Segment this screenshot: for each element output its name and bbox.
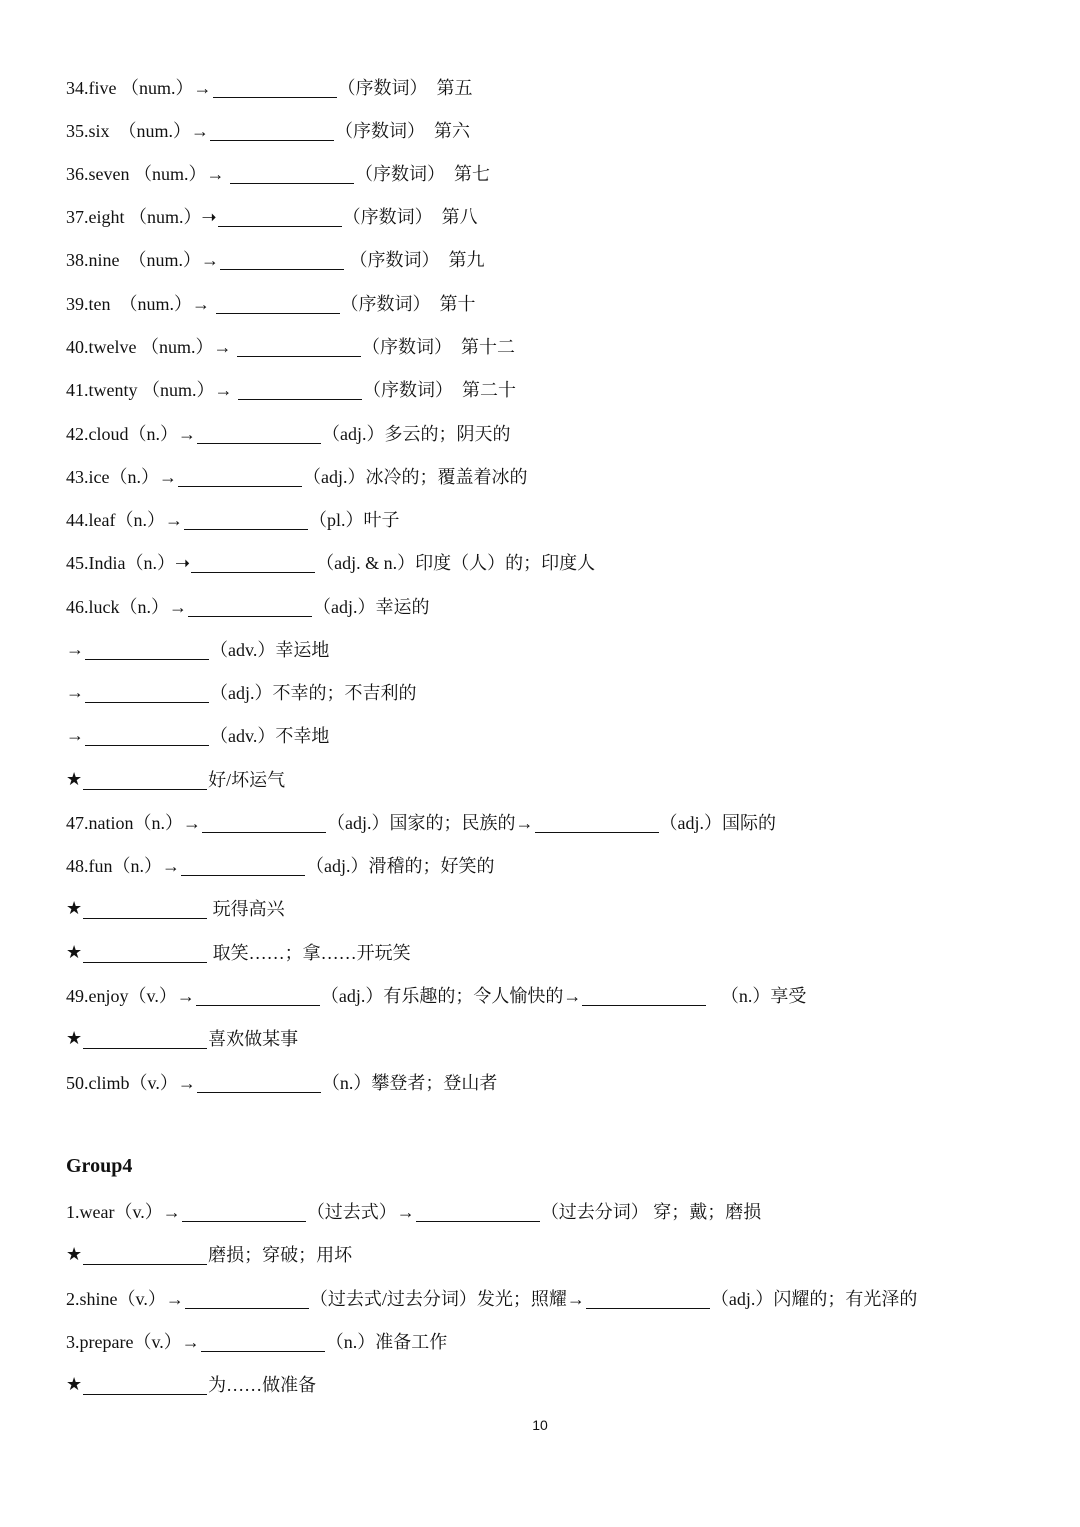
exercise-48 bbox=[66, 850, 495, 880]
exercise-47 bbox=[66, 807, 776, 837]
answer-blank[interactable] bbox=[210, 120, 334, 141]
exercise-prompt: 46.luck（n.）→ bbox=[66, 597, 187, 617]
answer-blank[interactable] bbox=[197, 423, 321, 444]
exercise-hint: （n.）攀登者；登山者 bbox=[321, 1073, 498, 1093]
exercise-hint: （adj.）国际的 bbox=[659, 813, 776, 833]
exercise-hint: （adj.）闪耀的；有光泽的 bbox=[710, 1289, 918, 1309]
exercise-hint: （序数词） 第十二 bbox=[361, 337, 515, 357]
answer-blank[interactable] bbox=[216, 293, 340, 314]
exercise-prompt: 3.prepare（v.）→ bbox=[66, 1332, 200, 1352]
exercise-hint: （adj.）国家的；民族的→ bbox=[327, 813, 534, 833]
star-icon: ★ bbox=[66, 941, 83, 962]
exercise-48-phrase-1 bbox=[66, 893, 285, 923]
arrow-icon: → bbox=[66, 681, 84, 702]
exercise-34 bbox=[66, 72, 473, 102]
group4-exercise-1 bbox=[66, 1196, 761, 1226]
answer-blank[interactable] bbox=[185, 1288, 309, 1309]
answer-blank[interactable] bbox=[196, 985, 320, 1006]
exercise-50 bbox=[66, 1067, 497, 1097]
answer-blank[interactable] bbox=[85, 639, 209, 660]
group4-exercise-3-phrase bbox=[66, 1369, 316, 1399]
answer-blank[interactable] bbox=[178, 466, 302, 487]
exercise-prompt: 50.climb（v.）→ bbox=[66, 1073, 196, 1093]
arrow-icon: → bbox=[66, 724, 84, 745]
exercise-39 bbox=[66, 288, 476, 318]
answer-blank[interactable] bbox=[237, 336, 361, 357]
answer-blank[interactable] bbox=[83, 942, 207, 963]
answer-blank[interactable] bbox=[83, 1374, 207, 1395]
answer-blank[interactable] bbox=[220, 249, 344, 270]
exercise-hint: （序数词） 第二十 bbox=[363, 380, 516, 400]
exercise-prompt: 39.ten （num.）→ bbox=[66, 294, 215, 314]
exercise-hint: （adj.）滑稽的；好笑的 bbox=[306, 856, 495, 876]
answer-blank[interactable] bbox=[586, 1288, 710, 1309]
exercise-46-negative-adverb bbox=[66, 720, 329, 750]
star-icon: ★ bbox=[66, 1027, 83, 1048]
exercise-prompt: 37.eight （num.）➝ bbox=[66, 207, 217, 227]
exercise-prompt: 36.seven （num.）→ bbox=[66, 164, 229, 184]
answer-blank[interactable] bbox=[83, 898, 207, 919]
exercise-hint: （序数词） 第五 bbox=[337, 78, 473, 98]
exercise-hint: （序数词） 第九 bbox=[345, 250, 485, 270]
answer-blank[interactable] bbox=[85, 725, 209, 746]
exercise-hint: （adj. & n.）印度（人）的；印度人 bbox=[316, 553, 596, 573]
exercise-prompt: 35.six （num.）→ bbox=[66, 121, 210, 141]
answer-blank[interactable] bbox=[83, 1244, 207, 1265]
exercise-prompt: 49.enjoy（v.）→ bbox=[66, 986, 195, 1006]
exercise-46-negative-adjective bbox=[66, 677, 417, 707]
exercise-prompt: 38.nine （num.）→ bbox=[66, 250, 219, 270]
answer-blank[interactable] bbox=[218, 206, 342, 227]
arrow-icon: → bbox=[66, 638, 84, 659]
answer-blank[interactable] bbox=[188, 596, 312, 617]
exercise-prompt: 44.leaf（n.）→ bbox=[66, 510, 183, 530]
exercise-46 bbox=[66, 591, 430, 621]
exercise-prompt: 48.fun（n.）→ bbox=[66, 856, 180, 876]
answer-blank[interactable] bbox=[184, 509, 308, 530]
answer-blank[interactable] bbox=[213, 77, 337, 98]
exercise-hint: （序数词） 第十 bbox=[340, 294, 476, 314]
star-icon: ★ bbox=[66, 1373, 83, 1394]
star-icon: ★ bbox=[66, 897, 83, 918]
exercise-prompt: 45.India（n.）➝ bbox=[66, 553, 191, 573]
exercise-prompt: 40.twelve （num.）→ bbox=[66, 337, 236, 357]
answer-blank[interactable] bbox=[182, 1201, 306, 1222]
exercise-prompt: 34.five （num.）→ bbox=[66, 78, 212, 98]
exercise-49-phrase bbox=[66, 1023, 298, 1053]
exercise-37 bbox=[66, 201, 478, 231]
group4-exercise-3 bbox=[66, 1326, 447, 1356]
star-icon: ★ bbox=[66, 768, 83, 789]
answer-blank[interactable] bbox=[535, 812, 659, 833]
exercise-hint: （adj.）有乐趣的；令人愉快的→ bbox=[320, 986, 582, 1006]
exercise-35 bbox=[66, 115, 470, 145]
exercise-hint: （过去分词） 穿；戴；磨损 bbox=[540, 1202, 762, 1222]
exercise-36 bbox=[66, 158, 490, 188]
exercise-prompt: 2.shine（v.）→ bbox=[66, 1289, 184, 1309]
exercise-prompt: 47.nation（n.）→ bbox=[66, 813, 201, 833]
exercise-42 bbox=[66, 418, 511, 448]
group4-exercise-1-phrase bbox=[66, 1239, 352, 1269]
exercise-prompt: 42.cloud（n.）→ bbox=[66, 424, 196, 444]
answer-blank[interactable] bbox=[181, 855, 305, 876]
exercise-40 bbox=[66, 331, 515, 361]
exercise-prompt: 41.twenty （num.）→ bbox=[66, 380, 237, 400]
answer-blank[interactable] bbox=[416, 1201, 540, 1222]
exercise-hint: 磨损；穿破；用坏 bbox=[208, 1245, 353, 1265]
exercise-hint: （过去式/过去分词）发光；照耀→ bbox=[309, 1289, 585, 1309]
answer-blank[interactable] bbox=[230, 163, 354, 184]
exercise-hint: （pl.）叶子 bbox=[308, 510, 400, 530]
exercise-hint: 取笑……；拿……开玩笑 bbox=[208, 943, 411, 963]
exercise-prompt: 1.wear（v.）→ bbox=[66, 1202, 181, 1222]
exercise-hint: （adv.）幸运地 bbox=[210, 640, 330, 660]
answer-blank[interactable] bbox=[201, 1331, 325, 1352]
exercise-hint: （序数词） 第七 bbox=[354, 164, 490, 184]
exercise-46-phrase bbox=[66, 764, 285, 794]
group4-exercise-2 bbox=[66, 1283, 917, 1313]
answer-blank[interactable] bbox=[85, 682, 209, 703]
exercise-hint: （过去式）→ bbox=[306, 1202, 415, 1222]
group-heading: Group4 bbox=[66, 1155, 133, 1177]
answer-blank[interactable] bbox=[238, 379, 362, 400]
exercise-hint: （序数词） 第六 bbox=[335, 121, 471, 141]
exercise-hint: （adj.）多云的；阴天的 bbox=[322, 424, 511, 444]
exercise-hint: （n.）准备工作 bbox=[325, 1332, 448, 1352]
exercise-hint: （adv.）不幸地 bbox=[210, 726, 330, 746]
exercise-41 bbox=[66, 374, 516, 404]
exercise-44 bbox=[66, 504, 400, 534]
page-number: 10 bbox=[532, 1417, 548, 1433]
exercise-49 bbox=[66, 980, 806, 1010]
answer-blank[interactable] bbox=[582, 985, 706, 1006]
exercise-hint: 喜欢做某事 bbox=[208, 1029, 299, 1049]
exercise-46-adverb bbox=[66, 634, 329, 664]
exercise-38 bbox=[66, 244, 485, 274]
star-icon: ★ bbox=[66, 1243, 83, 1264]
answer-blank[interactable] bbox=[83, 1028, 207, 1049]
answer-blank[interactable] bbox=[191, 552, 315, 573]
exercise-prompt: 43.ice（n.）→ bbox=[66, 467, 177, 487]
exercise-hint: （adj.）幸运的 bbox=[313, 597, 430, 617]
exercise-hint: 为……做准备 bbox=[208, 1375, 317, 1395]
exercise-43 bbox=[66, 461, 527, 491]
answer-blank[interactable] bbox=[83, 769, 207, 790]
exercise-45 bbox=[66, 547, 595, 577]
exercise-hint: 玩得高兴 bbox=[208, 899, 285, 919]
exercise-hint: 好/坏运气 bbox=[208, 770, 286, 790]
exercise-hint: （n.）享受 bbox=[707, 986, 807, 1006]
answer-blank[interactable] bbox=[202, 812, 326, 833]
exercise-hint: （adj.）不幸的；不吉利的 bbox=[210, 683, 417, 703]
exercise-hint: （序数词） 第八 bbox=[342, 207, 478, 227]
exercise-hint: （adj.）冰冷的；覆盖着冰的 bbox=[302, 467, 528, 487]
exercise-48-phrase-2 bbox=[66, 937, 411, 967]
answer-blank[interactable] bbox=[197, 1072, 321, 1093]
